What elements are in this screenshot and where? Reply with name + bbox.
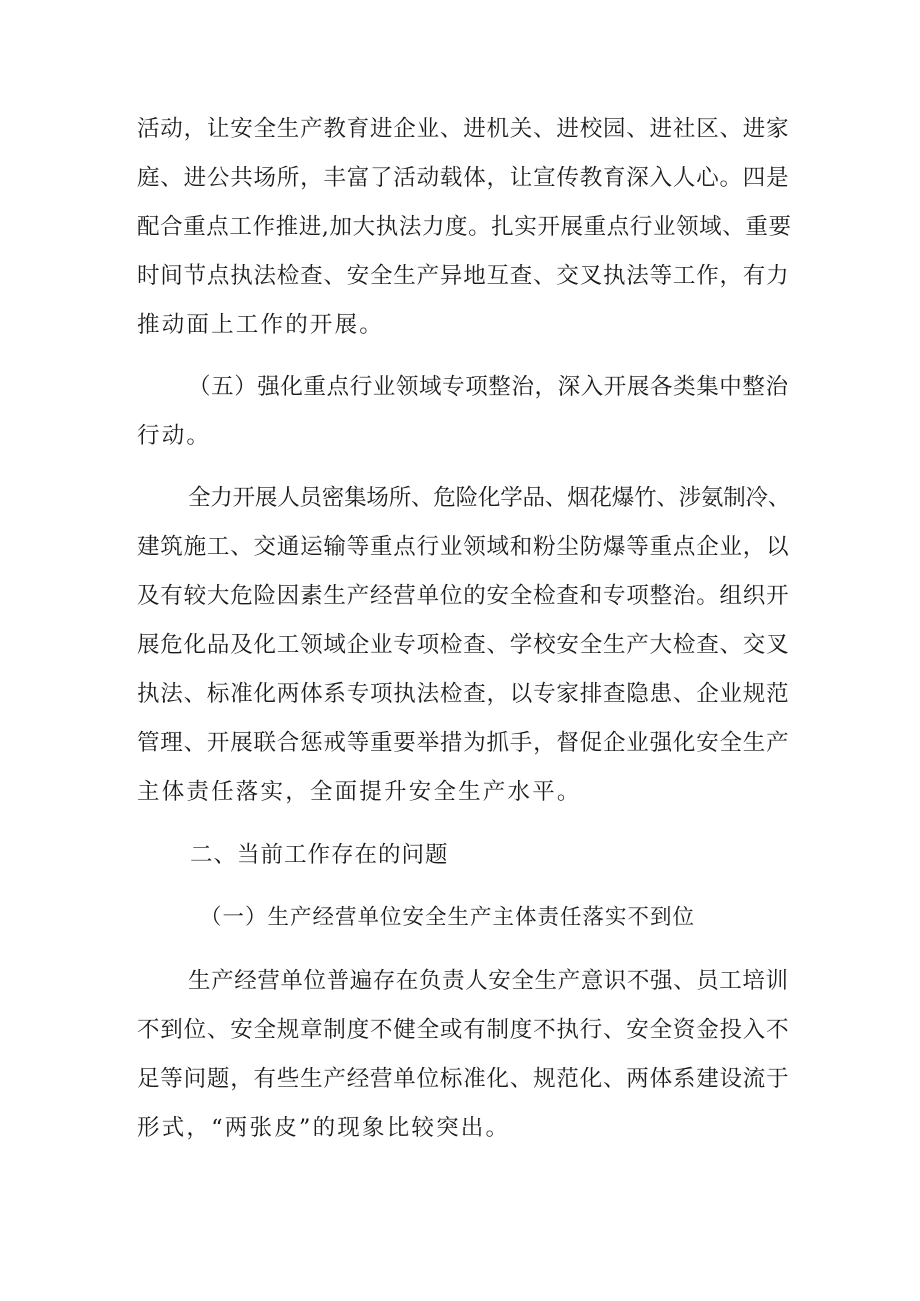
- paragraph-1-line: 配合重点工作推进,加大执法力度。扎实开展重点行业领域、重要: [137, 214, 792, 240]
- paragraph-1-line: 活动，让安全生产教育进企业、进机关、进校园、进社区、进家: [137, 116, 790, 142]
- subsection-heading: （一）生产经营单位安全生产主体责任落实不到位: [200, 905, 696, 930]
- paragraph-2-line: 展危化品及化工领域企业专项检查、学校安全生产大检查、交叉: [137, 632, 790, 658]
- paragraph-2-line: 建筑施工、交通运输等重点行业领域和粉尘防爆等重点企业，以: [137, 534, 790, 560]
- paragraph-2-line: 管理、开展联合惩戒等重要举措为抓手，督促企业强化安全生产: [137, 730, 790, 756]
- paragraph-3-line: 形式，“两张皮”的现象比较突出。: [137, 1115, 511, 1141]
- paragraph-2-line: 全力开展人员密集场所、危险化学品、烟花爆竹、涉氨制冷、: [188, 485, 791, 511]
- section-5-title: （五）强化重点行业领域专项整治，深入开展各类集中整治: [188, 374, 789, 400]
- section-heading: 二、当前工作存在的问题: [190, 842, 449, 868]
- paragraph-1-line: 庭、进公共场所，丰富了活动载体，让宣传教育深入人心。四是: [137, 165, 790, 191]
- paragraph-1-line: 时间节点执法检查、安全生产异地互查、交叉执法等工作，有力: [137, 263, 790, 289]
- section-5-title-cont: 行动。: [137, 423, 212, 449]
- paragraph-2-line: 及有较大危险因素生产经营单位的安全检查和专项整治。组织开: [137, 583, 790, 609]
- paragraph-2-line: 执法、标准化两体系专项执法检查，以专家排查隐患、企业规范: [137, 681, 790, 707]
- paragraph-3-line: 生产经营单位普遍存在负责人安全生产意识不强、员工培训: [188, 968, 789, 994]
- paragraph-1-line: 推动面上工作的开展。: [137, 312, 385, 338]
- paragraph-3-line: 不到位、安全规章制度不健全或有制度不执行、安全资金投入不: [137, 1017, 790, 1043]
- paragraph-2-line: 主体责任落实，全面提升安全生产水平。: [137, 779, 582, 805]
- paragraph-3-line: 足等问题，有些生产经营单位标准化、规范化、两体系建设流于: [137, 1066, 790, 1092]
